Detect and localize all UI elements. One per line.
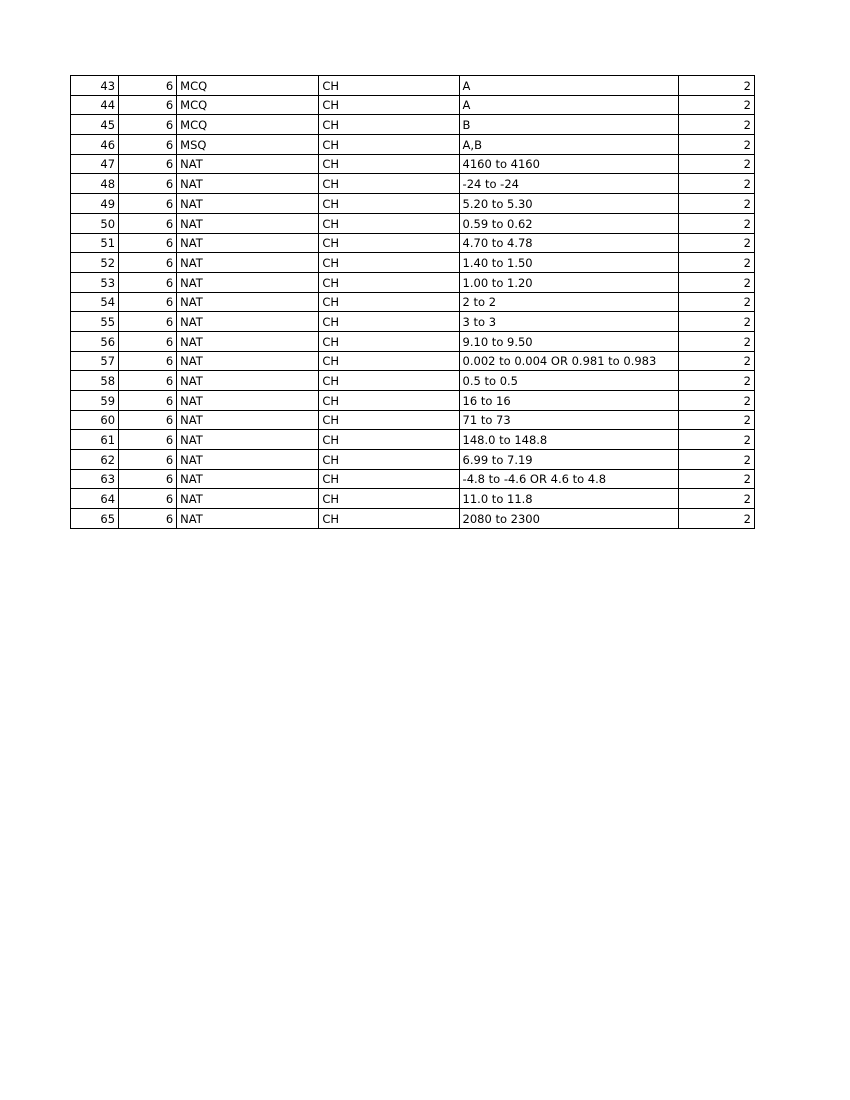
subject-cell: CH (319, 292, 459, 312)
table-row (71, 489, 755, 509)
marks-cell: 2 (678, 509, 754, 529)
marks-cell: 2 (678, 272, 754, 292)
question-type-cell: MCQ (177, 95, 319, 115)
question-number-cell: 45 (71, 115, 119, 135)
answer-key-cell: B (459, 115, 678, 135)
answer-key-cell: -24 to -24 (459, 174, 678, 194)
question-number-cell: 63 (71, 469, 119, 489)
table-row (71, 194, 755, 214)
table-row (71, 351, 755, 371)
subject-cell: CH (319, 233, 459, 253)
question-type-cell: NAT (177, 213, 319, 233)
question-number-cell: 50 (71, 213, 119, 233)
section-code-cell: 6 (119, 154, 177, 174)
table-row (71, 450, 755, 470)
section-code-cell: 6 (119, 371, 177, 391)
answer-key-cell: 3 to 3 (459, 312, 678, 332)
question-number-cell: 62 (71, 450, 119, 470)
marks-cell: 2 (678, 115, 754, 135)
section-code-cell: 6 (119, 331, 177, 351)
marks-cell: 2 (678, 253, 754, 273)
question-number-cell: 56 (71, 331, 119, 351)
marks-cell: 2 (678, 450, 754, 470)
marks-cell: 2 (678, 489, 754, 509)
table-row (71, 76, 755, 96)
question-number-cell: 61 (71, 430, 119, 450)
table-row (71, 233, 755, 253)
section-code-cell: 6 (119, 135, 177, 155)
section-code-cell: 6 (119, 509, 177, 529)
subject-cell: CH (319, 135, 459, 155)
table-row (71, 95, 755, 115)
table-row (71, 115, 755, 135)
question-type-cell: NAT (177, 331, 319, 351)
marks-cell: 2 (678, 213, 754, 233)
question-number-cell: 43 (71, 76, 119, 96)
section-code-cell: 6 (119, 410, 177, 430)
subject-cell: CH (319, 489, 459, 509)
question-type-cell: NAT (177, 489, 319, 509)
question-number-cell: 51 (71, 233, 119, 253)
subject-cell: CH (319, 272, 459, 292)
question-number-cell: 54 (71, 292, 119, 312)
marks-cell: 2 (678, 410, 754, 430)
marks-cell: 2 (678, 233, 754, 253)
section-code-cell: 6 (119, 174, 177, 194)
marks-cell: 2 (678, 154, 754, 174)
answer-key-table (70, 75, 755, 529)
marks-cell: 2 (678, 174, 754, 194)
answer-key-cell: 1.00 to 1.20 (459, 272, 678, 292)
question-type-cell: NAT (177, 253, 319, 273)
subject-cell: CH (319, 253, 459, 273)
answer-key-cell: -4.8 to -4.6 OR 4.6 to 4.8 (459, 469, 678, 489)
answer-key-cell: 1.40 to 1.50 (459, 253, 678, 273)
table-row (71, 371, 755, 391)
subject-cell: CH (319, 115, 459, 135)
answer-key-cell: 6.99 to 7.19 (459, 450, 678, 470)
answer-key-cell: 11.0 to 11.8 (459, 489, 678, 509)
marks-cell: 2 (678, 351, 754, 371)
section-code-cell: 6 (119, 95, 177, 115)
question-type-cell: NAT (177, 430, 319, 450)
subject-cell: CH (319, 469, 459, 489)
question-type-cell: NAT (177, 371, 319, 391)
answer-key-cell: 9.10 to 9.50 (459, 331, 678, 351)
answer-key-cell: 16 to 16 (459, 391, 678, 411)
subject-cell: CH (319, 331, 459, 351)
table-row (71, 312, 755, 332)
subject-cell: CH (319, 76, 459, 96)
table-row (71, 410, 755, 430)
answer-key-cell: 0.002 to 0.004 OR 0.981 to 0.983 (459, 351, 678, 371)
marks-cell: 2 (678, 469, 754, 489)
answer-key-cell: 0.5 to 0.5 (459, 371, 678, 391)
answer-key-cell: A,B (459, 135, 678, 155)
question-type-cell: NAT (177, 272, 319, 292)
marks-cell: 2 (678, 76, 754, 96)
answer-key-cell: 5.20 to 5.30 (459, 194, 678, 214)
subject-cell: CH (319, 194, 459, 214)
subject-cell: CH (319, 95, 459, 115)
question-type-cell: NAT (177, 391, 319, 411)
table-row (71, 331, 755, 351)
answer-key-cell: 0.59 to 0.62 (459, 213, 678, 233)
question-type-cell: MCQ (177, 76, 319, 96)
question-number-cell: 60 (71, 410, 119, 430)
question-number-cell: 46 (71, 135, 119, 155)
answer-key-cell: 148.0 to 148.8 (459, 430, 678, 450)
table-row (71, 272, 755, 292)
table-row (71, 135, 755, 155)
section-code-cell: 6 (119, 233, 177, 253)
answer-key-cell: A (459, 95, 678, 115)
marks-cell: 2 (678, 95, 754, 115)
section-code-cell: 6 (119, 115, 177, 135)
question-number-cell: 52 (71, 253, 119, 273)
question-number-cell: 59 (71, 391, 119, 411)
question-number-cell: 57 (71, 351, 119, 371)
table-row (71, 213, 755, 233)
subject-cell: CH (319, 430, 459, 450)
subject-cell: CH (319, 371, 459, 391)
question-type-cell: NAT (177, 154, 319, 174)
question-number-cell: 53 (71, 272, 119, 292)
question-number-cell: 48 (71, 174, 119, 194)
answer-key-cell: 4160 to 4160 (459, 154, 678, 174)
section-code-cell: 6 (119, 312, 177, 332)
section-code-cell: 6 (119, 351, 177, 371)
table-row (71, 292, 755, 312)
question-type-cell: NAT (177, 410, 319, 430)
subject-cell: CH (319, 174, 459, 194)
table-row (71, 253, 755, 273)
table-row (71, 430, 755, 450)
section-code-cell: 6 (119, 489, 177, 509)
marks-cell: 2 (678, 292, 754, 312)
question-number-cell: 47 (71, 154, 119, 174)
section-code-cell: 6 (119, 194, 177, 214)
marks-cell: 2 (678, 194, 754, 214)
section-code-cell: 6 (119, 469, 177, 489)
table-row (71, 174, 755, 194)
question-number-cell: 49 (71, 194, 119, 214)
subject-cell: CH (319, 450, 459, 470)
subject-cell: CH (319, 154, 459, 174)
question-number-cell: 55 (71, 312, 119, 332)
section-code-cell: 6 (119, 76, 177, 96)
question-type-cell: NAT (177, 509, 319, 529)
answer-key-body (71, 76, 755, 529)
answer-key-cell: 2 to 2 (459, 292, 678, 312)
subject-cell: CH (319, 213, 459, 233)
table-row (71, 509, 755, 529)
question-number-cell: 64 (71, 489, 119, 509)
question-type-cell: MCQ (177, 115, 319, 135)
marks-cell: 2 (678, 391, 754, 411)
answer-key-cell: 4.70 to 4.78 (459, 233, 678, 253)
section-code-cell: 6 (119, 450, 177, 470)
question-type-cell: NAT (177, 450, 319, 470)
question-number-cell: 58 (71, 371, 119, 391)
question-type-cell: NAT (177, 292, 319, 312)
question-type-cell: NAT (177, 233, 319, 253)
section-code-cell: 6 (119, 292, 177, 312)
marks-cell: 2 (678, 331, 754, 351)
question-type-cell: NAT (177, 194, 319, 214)
section-code-cell: 6 (119, 391, 177, 411)
marks-cell: 2 (678, 371, 754, 391)
question-type-cell: MSQ (177, 135, 319, 155)
table-row (71, 469, 755, 489)
question-number-cell: 65 (71, 509, 119, 529)
question-type-cell: NAT (177, 312, 319, 332)
section-code-cell: 6 (119, 253, 177, 273)
subject-cell: CH (319, 509, 459, 529)
subject-cell: CH (319, 312, 459, 332)
answer-key-cell: A (459, 76, 678, 96)
table-row (71, 154, 755, 174)
section-code-cell: 6 (119, 213, 177, 233)
marks-cell: 2 (678, 430, 754, 450)
question-type-cell: NAT (177, 174, 319, 194)
answer-key-cell: 2080 to 2300 (459, 509, 678, 529)
answer-key-cell: 71 to 73 (459, 410, 678, 430)
section-code-cell: 6 (119, 430, 177, 450)
table-row (71, 391, 755, 411)
subject-cell: CH (319, 410, 459, 430)
marks-cell: 2 (678, 135, 754, 155)
subject-cell: CH (319, 351, 459, 371)
marks-cell: 2 (678, 312, 754, 332)
section-code-cell: 6 (119, 272, 177, 292)
subject-cell: CH (319, 391, 459, 411)
question-type-cell: NAT (177, 351, 319, 371)
question-number-cell: 44 (71, 95, 119, 115)
question-type-cell: NAT (177, 469, 319, 489)
